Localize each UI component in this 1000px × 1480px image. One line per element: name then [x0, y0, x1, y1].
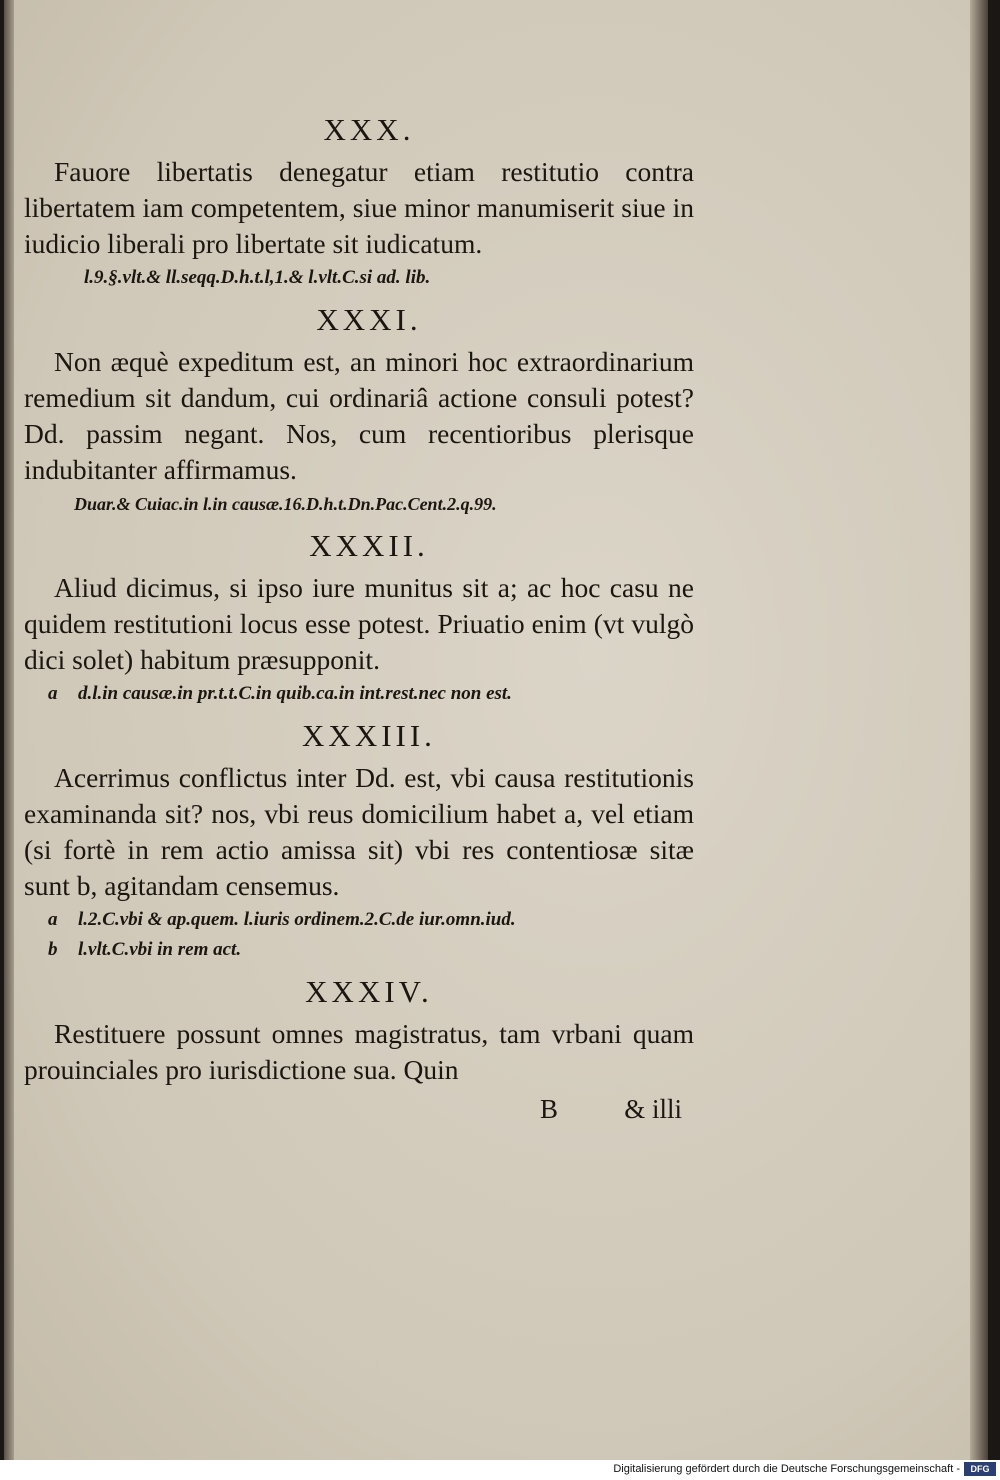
footer-bar [0, 1460, 1000, 1480]
section-heading: XXXIV. [305, 974, 433, 1009]
section-heading: XXXII. [309, 528, 429, 563]
footnote [24, 680, 694, 708]
page-left-edge [4, 0, 14, 1460]
catchword: & illi [624, 1094, 682, 1124]
section-heading: XXX. [323, 112, 415, 147]
footnote-mark: a [48, 683, 58, 704]
footnote-mark: a [48, 909, 58, 930]
book-page [4, 0, 988, 1460]
section-heading: XXXIII. [302, 718, 436, 753]
citation: Duar.& Cuiac.in l.in causæ.16.D.h.t.Dn.Pac.Cent.2.q.99. [74, 494, 497, 514]
dfg-logo-icon: DFG [964, 1462, 996, 1476]
section-xxxiii [24, 714, 694, 964]
section-xxxii [24, 524, 694, 708]
footnote [24, 936, 694, 964]
footnote-text: l.2.C.vbi & ap.quem. l.iuris ordinem.2.C.de iur.omn.iud. [78, 909, 516, 930]
section-heading: XXXI. [316, 302, 422, 337]
footer-credit: Digitalisierung gefördert durch die Deutsche Forschungsgemeinschaft - [613, 1463, 960, 1475]
section-paragraph: Aliud dicimus, si ipso iure munitus sit a; ac hoc casu ne quidem restitutioni locus esse potest. Priuatio enim (vt vulgò dici solet) habitum præsupponit. [24, 572, 694, 675]
page-bottom-line [24, 1092, 694, 1126]
footnote-mark: b [48, 939, 58, 960]
section-paragraph: Fauore libertatis denegatur etiam restitutio contra libertatem iam competentem, siue minor manumiserit siue in iudicio liberali pro libertate sit iudicatum. [24, 156, 694, 259]
citation: l.9.§.vlt.& ll.seqq.D.h.t.l,1.& l.vlt.C.si ad. lib. [84, 267, 431, 288]
page-text [24, 108, 694, 1126]
section-xxxiv [24, 970, 694, 1088]
signature-mark: B [540, 1094, 559, 1124]
footnote-text: d.l.in causæ.in pr.t.t.C.in quib.ca.in int.rest.nec non est. [78, 683, 512, 704]
footnote [24, 906, 694, 934]
footnote-text: l.vlt.C.vbi in rem act. [78, 939, 242, 960]
section-xxx [24, 108, 694, 292]
section-paragraph: Restituere possunt omnes magistratus, tam vrbani quam prouinciales pro iurisdictione sua. Quin [24, 1018, 694, 1085]
section-paragraph: Acerrimus conflictus inter Dd. est, vbi causa restitutionis examinanda sit? nos, vbi reus domicilium habet a, vel etiam (si fortè in rem actio amissa sit) vbi res contentiosæ sitæ sunt b, agitandam censemus. [24, 762, 694, 901]
section-paragraph: Non æquè expeditum est, an minori hoc extraordinarium remedium sit dandum, cui ordinariâ actione consuli potest? Dd. passim negant. Nos, cum recentioribus plerisque indubitanter affirmamus. [24, 346, 694, 485]
section-xxxi [24, 298, 694, 518]
page-right-edge [970, 0, 988, 1460]
